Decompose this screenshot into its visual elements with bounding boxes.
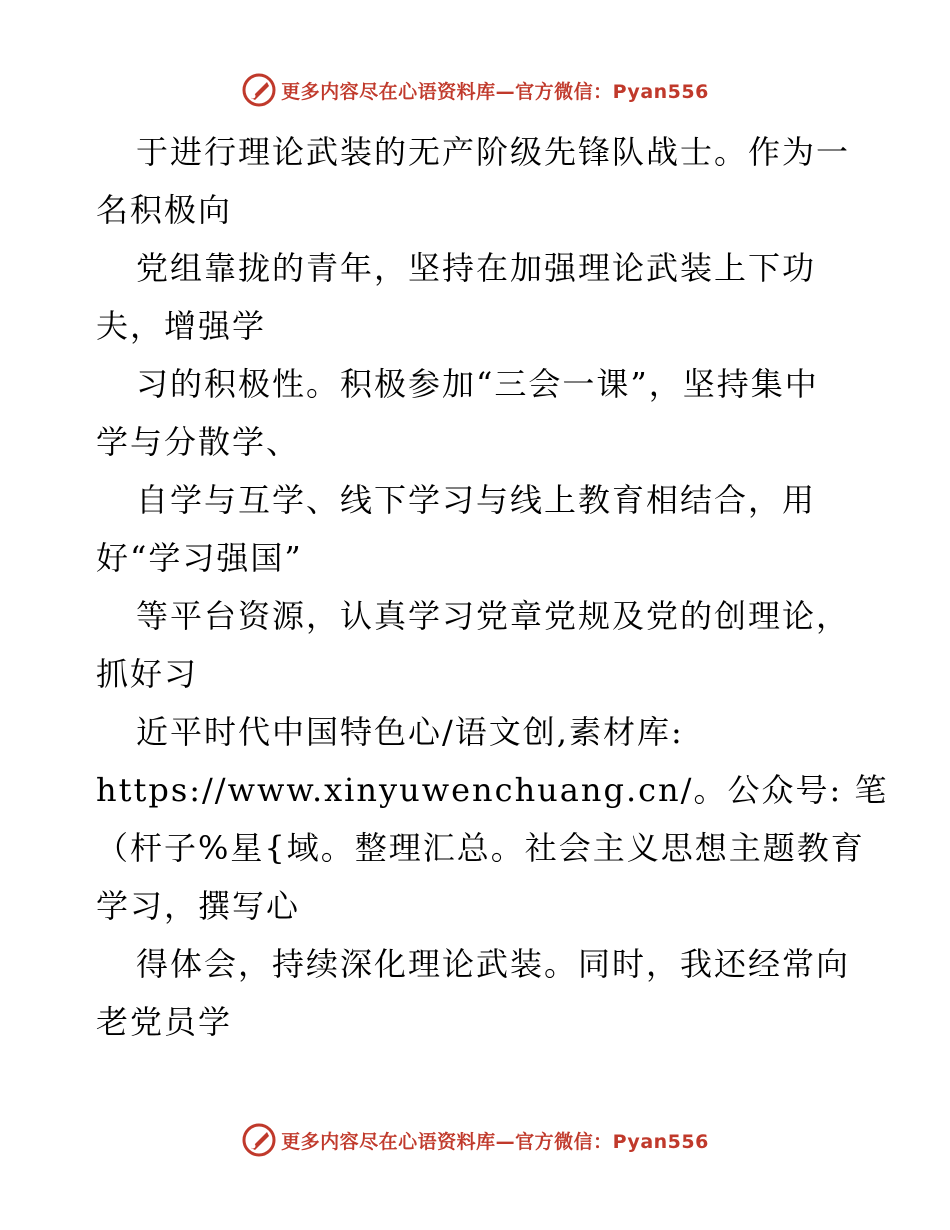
paragraph-line: 等平台资源，认真学习党章党规及党的创理论， [136, 597, 851, 635]
paragraph-line: 抓好习 [96, 655, 199, 693]
paragraph [96, 471, 856, 587]
paragraph-line: 自学与互学、线下学习与线上教育相结合，用 [136, 481, 817, 519]
paragraph-line: 学与分散学、 [96, 423, 301, 461]
paragraph [96, 355, 856, 471]
header-brand-text: 更多内容尽在心语资料库—官方微信：Pyan556 [281, 80, 709, 103]
paragraph-line: 名积极向 [96, 191, 233, 229]
paragraph [96, 703, 889, 935]
quill-logo-icon [241, 1122, 277, 1158]
quill-logo-icon [241, 72, 277, 108]
paragraph-line: 得体会，持续深化理论武装。同时，我还经常向 [136, 945, 851, 983]
paragraph-line: 学习，撰写心 [96, 887, 301, 925]
document-body [96, 123, 889, 1051]
footer-watermark [0, 1120, 950, 1160]
footer-brand-text: 更多内容尽在心语资料库—官方微信：Pyan556 [281, 1130, 709, 1153]
paragraph [96, 123, 856, 239]
paragraph-line: 好“学习强国” [96, 539, 303, 577]
header-watermark [0, 70, 950, 110]
paragraph-line: 近平时代中国特色心/语文创,素材库: [136, 713, 684, 751]
paragraph [96, 239, 856, 355]
paragraph-line: （杆子%星{域。整理汇总。社会主义思想主题教育 [96, 829, 865, 867]
url-line: https://www.xinyuwenchuang.cn/。公众号: 笔 [96, 771, 889, 809]
paragraph [96, 935, 856, 1051]
paragraph-line: 于进行理论武装的无产阶级先锋队战士。作为一 [136, 133, 851, 171]
paragraph-line: 老党员学 [96, 1003, 233, 1041]
paragraph-line: 党组靠拢的青年，坚持在加强理论武装上下功 [136, 249, 817, 287]
paragraph-line: 夫，增强学 [96, 307, 267, 345]
paragraph-line: 习的积极性。积极参加“三会一课”，坚持集中 [136, 365, 819, 403]
paragraph [96, 587, 856, 703]
